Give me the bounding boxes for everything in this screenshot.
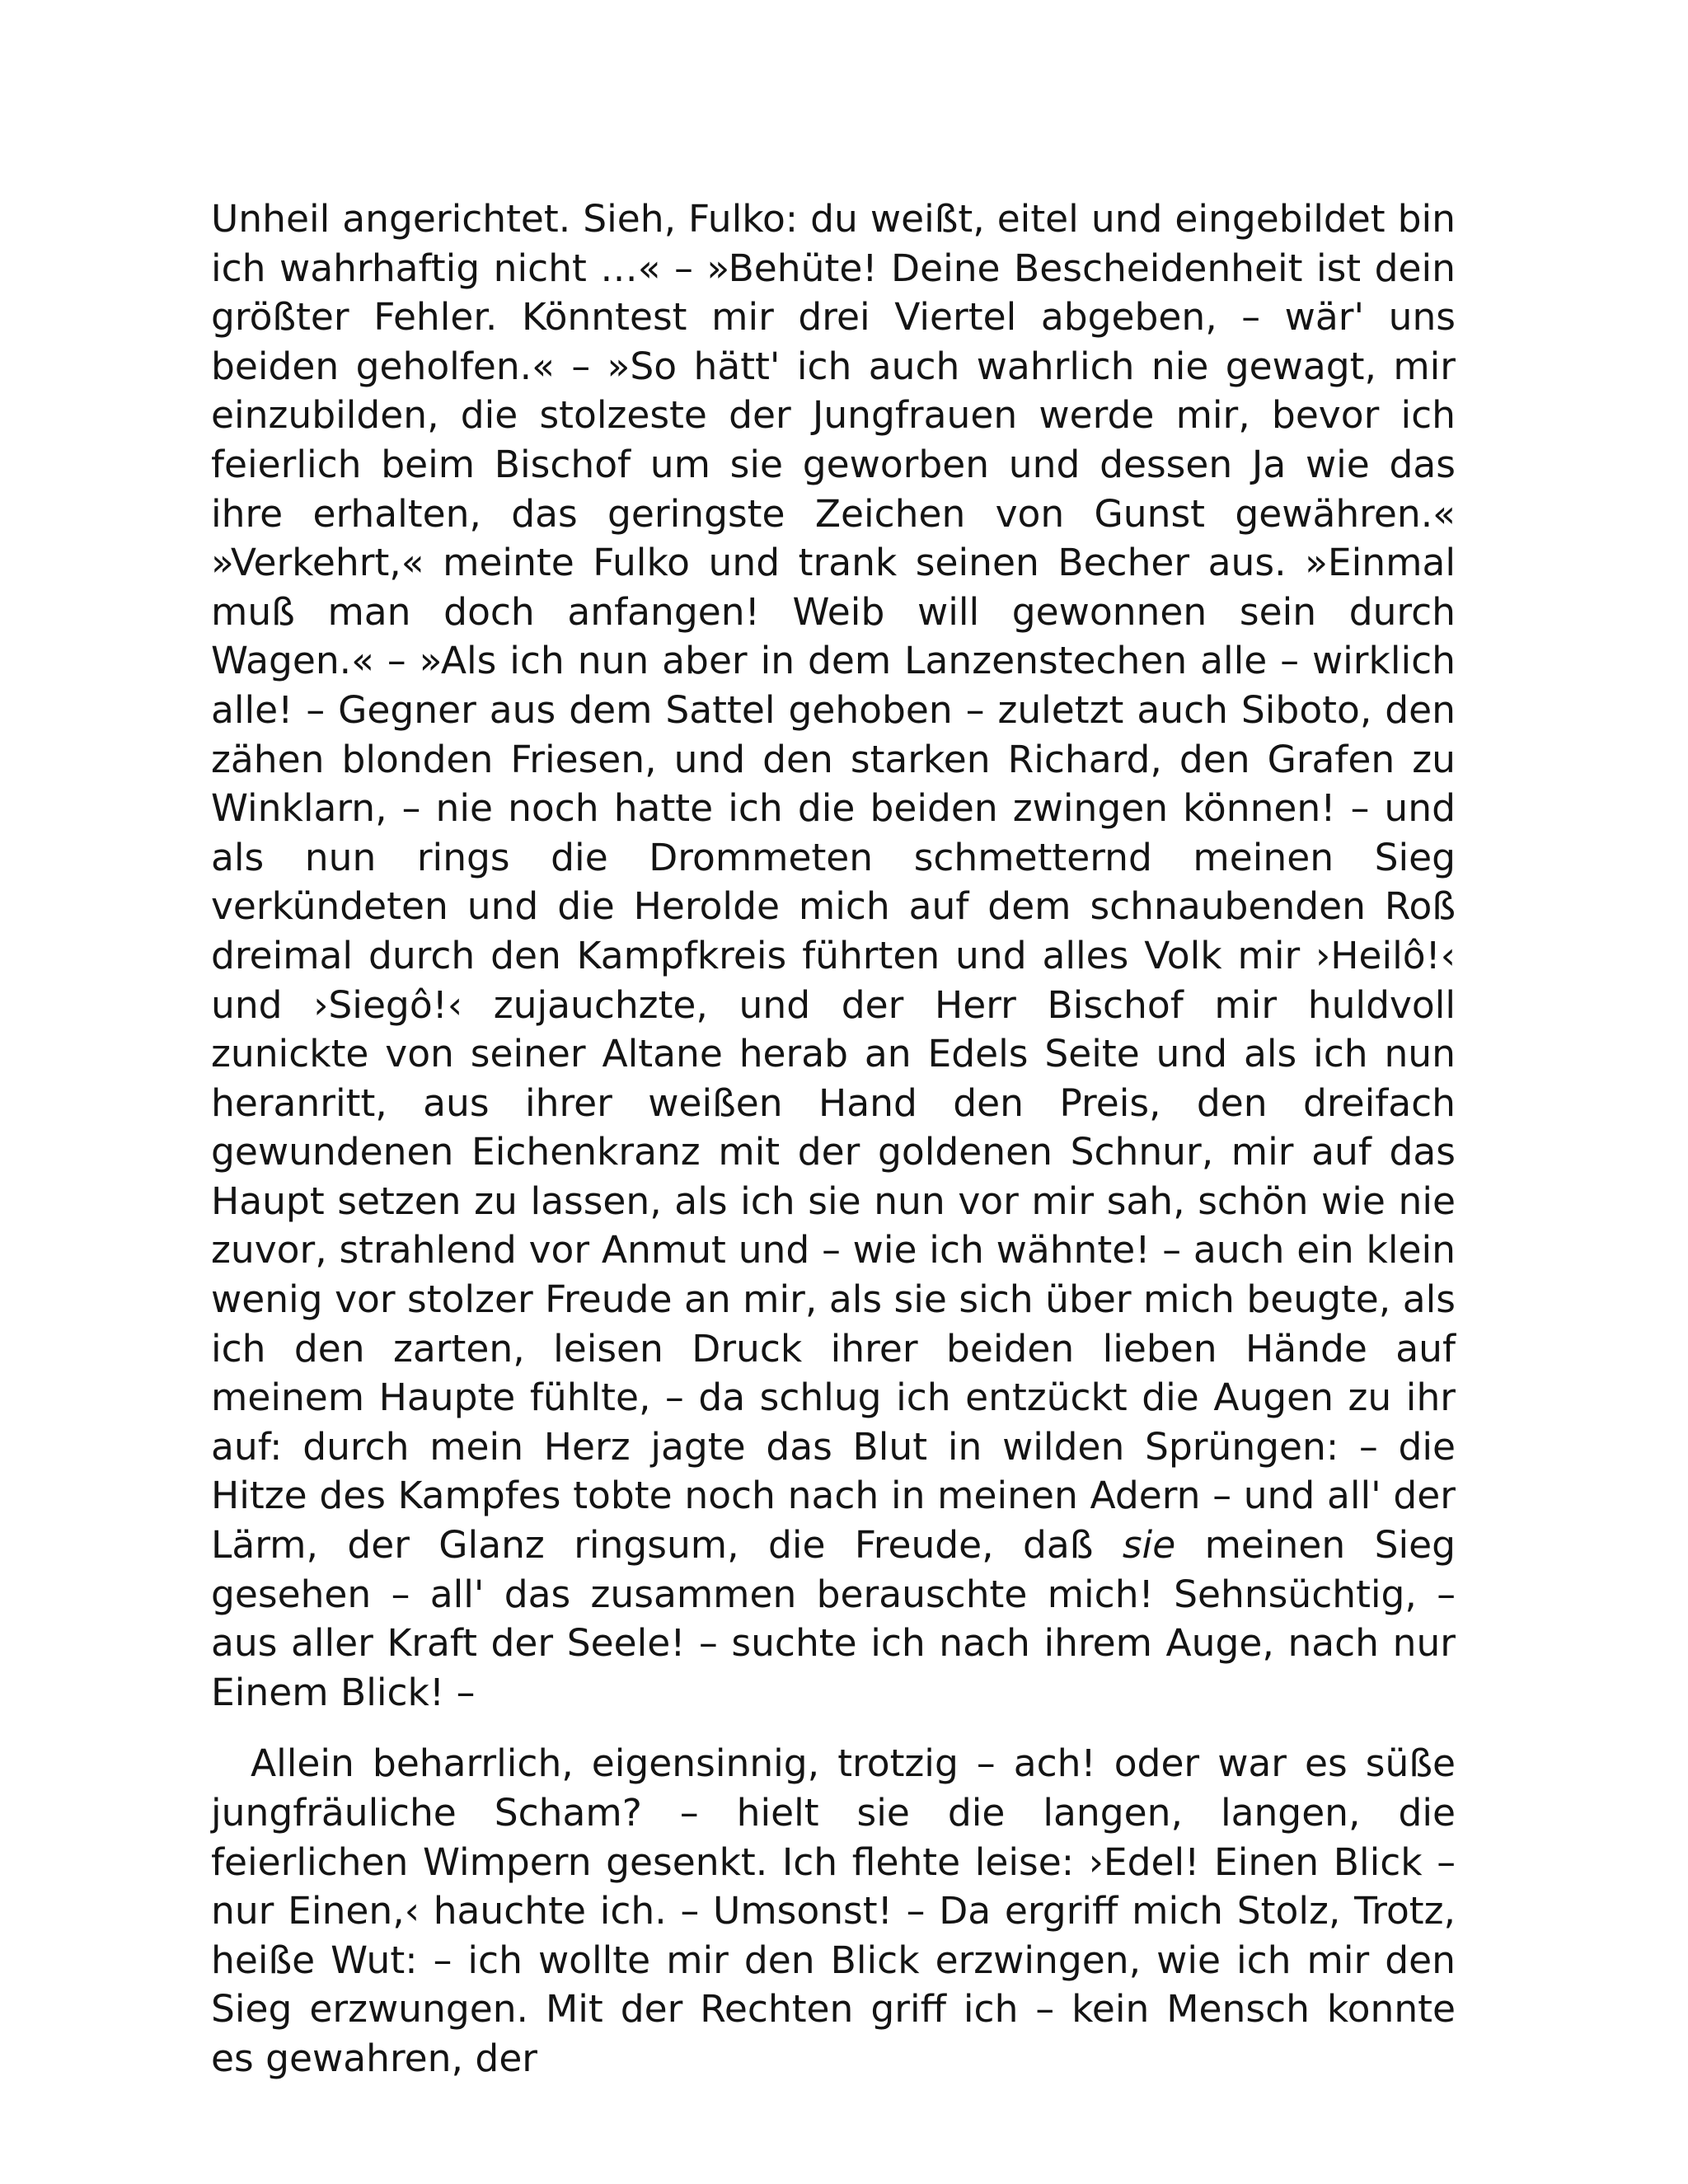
paragraph-1-text-end: meinen Sieg gesehen – all' das zusammen berauschte mich! Sehnsüchtig, – aus aller Kraft der Seele! – suchte ich nach ihrem Auge, nach nur Einem Blick! – (211, 1523, 1456, 1714)
paragraph-1 (211, 194, 1456, 1717)
document-page (211, 194, 1456, 2083)
emphasized-word: sie (1122, 1523, 1176, 1568)
paragraph-2: Allein beharrlich, eigensinnig, trotzig – ach! oder war es süße jungfräuliche Scham? – hielt sie die langen, langen, die feierlichen Wimpern gesenkt. Ich flehte leise: ›Edel! Einen Blick – nur Einen,‹ hauchte ich. – Umsonst! – Da ergriff mich Stolz, Trotz, heiße Wut: – ich wollte mir den Blick erzwingen, wie ich mir den Sieg erzwungen. Mit der Rechten griff ich – kein Mensch konnte es gewahren, der (211, 1741, 1456, 2080)
paragraph-1-text-start: Unheil angerichtet. Sieh, Fulko: du weißt, eitel und eingebildet bin ich wahrhaftig nicht …« – »Behüte! Deine Bescheidenheit ist dein größter Fehler. Könntest mir drei Viertel abgeben, – wär' uns beiden geholfen.« – »So hätt' ich auch wahrlich nie gewagt, mir einzubilden, die stolzeste der Jungfrauen werde mir, bevor ich feierlich beim Bischof um sie geworben und dessen Ja wie das ihre erhalten, das geringste Zeichen von Gunst gewähren.« »Verkehrt,« meinte Fulko und trank seinen Becher aus. »Einmal muß man doch anfangen! Weib will gewonnen sein durch Wagen.« – »Als ich nun aber in dem Lanzenstechen alle – wirklich alle! – Gegner aus dem Sattel gehoben – zuletzt auch Siboto, den zähen blonden Friesen, und den starken Richard, den Grafen zu Winklarn, – nie noch hatte ich die beiden zwingen können! – und als nun rings die Drommeten schmetternd meinen Sieg verkündeten und die Herolde mich auf dem schnaubenden Roß dreimal durch den Kampfkreis führten und alles Volk mir ›Heilô!‹ und ›Siegô!‹ zujauchzte, und der Herr Bischof mir huldvoll zunickte von seiner Altane herab an Edels Seite und als ich nun heranritt, aus ihrer weißen Hand den Preis, den dreifach gewundenen Eichenkranz mit der goldenen Schnur, mir auf das Haupt setzen zu lassen, als ich sie nun vor mir sah, schön wie nie zuvor, strahlend vor Anmut und – wie ich wähnte! – auch ein klein wenig vor stolzer Freude an mir, als sie sich über mich beugte, als ich den zarten, leisen Druck ihrer beiden lieben Hände auf meinem Haupte fühlte, – da schlug ich entzückt die Augen zu ihr auf: durch mein Herz jagte das Blut in wilden Sprüngen: – die Hitze des Kampfes tobte noch nach in meinen Adern – und all' der Lärm, der Glanz ringsum, die Freude, daß (211, 197, 1456, 1568)
